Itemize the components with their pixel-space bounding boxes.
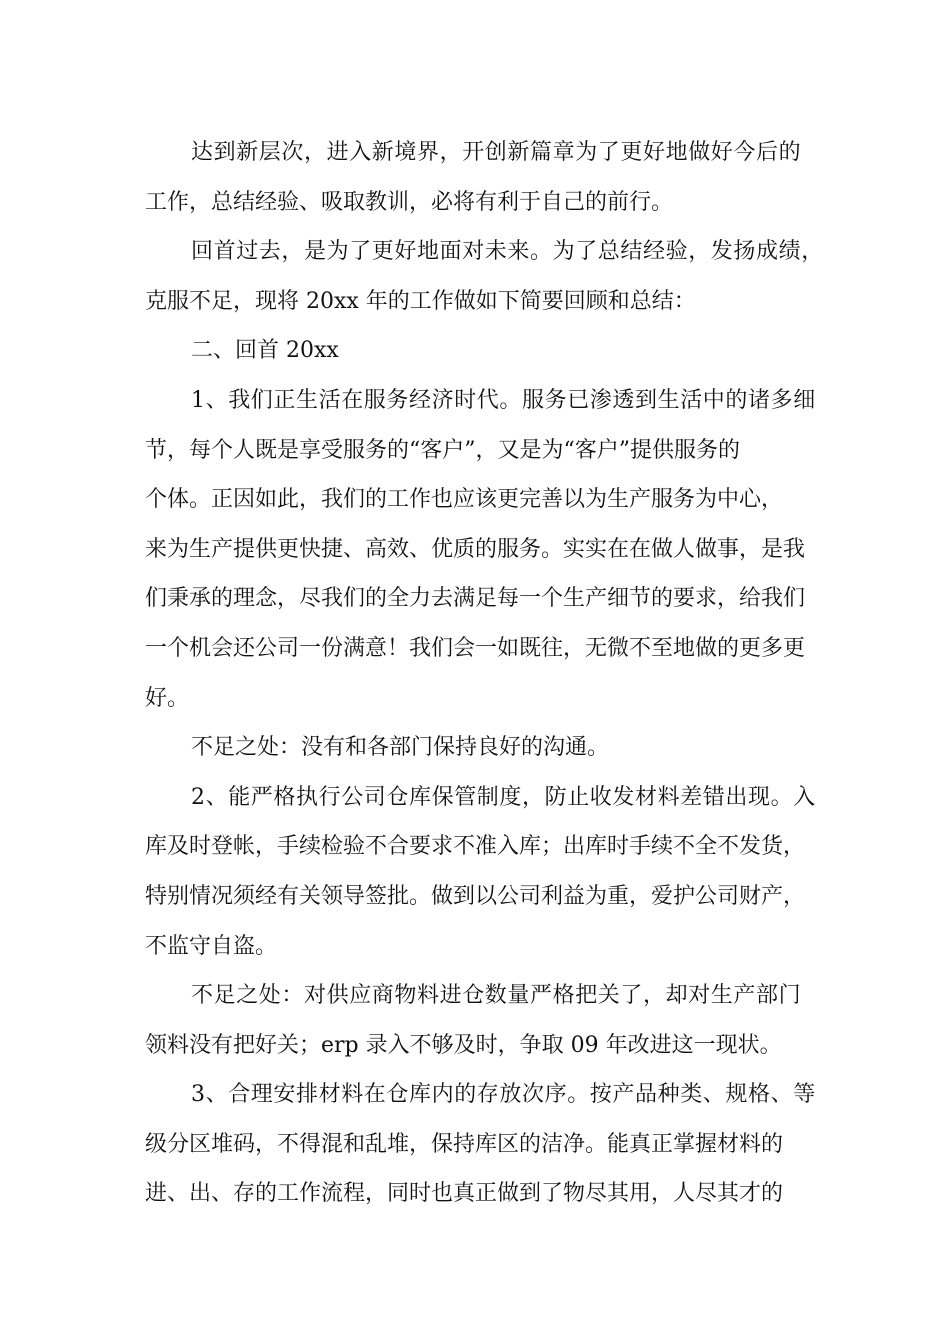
text-line: 好。	[145, 685, 190, 711]
text-line: 工作，总结经验、吸取教训，必将有利于自己的前行。	[145, 189, 674, 215]
text-line: 库及时登帐，手续检验不合要求不准入库；出库时手续不全不发货，	[145, 834, 806, 860]
text-line: 回首过去，是为了更好地面对未来。为了总结经验，发扬成绩，	[191, 239, 824, 265]
text-line: 达到新层次，进入新境界，开创新篇章为了更好地做好今后的	[191, 140, 802, 165]
text-line: 领料没有把好关；erp 录入不够及时，争取 09 年改进这一现状。	[145, 1032, 782, 1058]
text-line: 1、我们正生活在服务经济时代。服务已渗透到生活中的诸多细	[191, 387, 816, 413]
section-heading: 二、回首 20xx	[191, 338, 339, 364]
text-line: 2、能严格执行公司仓库保管制度，防止收发材料差错出现。入	[191, 784, 816, 810]
text-line: 克服不足，现将 20xx 年的工作做如下简要回顾和总结：	[145, 288, 696, 314]
text-line: 3、合理安排材料在仓库内的存放次序。按产品种类、规格、等	[191, 1082, 816, 1108]
text-line: 级分区堆码，不得混和乱堆，保持库区的洁净。能真正掌握材料的	[145, 1131, 784, 1157]
text-line: 个体。正因如此，我们的工作也应该更完善以为生产服务为中心，	[145, 487, 784, 513]
text-line: 特别情况须经有关领导签批。做到以公司利益为重，爱护公司财产，	[145, 883, 806, 909]
text-line: 进、出、存的工作流程，同时也真正做到了物尽其用，人尽其才的	[145, 1181, 784, 1207]
text-line: 不足之处：对供应商物料进仓数量严格把关了，却对生产部门	[191, 983, 802, 1009]
text-line: 不足之处：没有和各部门保持良好的沟通。	[191, 735, 610, 761]
text-line: 来为生产提供更快捷、高效、优质的服务。实实在在做人做事，是我	[145, 536, 806, 562]
text-line: 节，每个人既是享受服务的“客户”，又是为“客户”提供服务的	[145, 437, 740, 463]
document-body	[145, 128, 825, 1219]
text-line: 不监守自盗。	[145, 933, 278, 959]
text-line: 一个机会还公司一份满意！我们会一如既往，无微不至地做的更多更	[145, 635, 806, 661]
text-line: 们秉承的理念，尽我们的全力去满足每一个生产细节的要求，给我们	[145, 586, 806, 612]
